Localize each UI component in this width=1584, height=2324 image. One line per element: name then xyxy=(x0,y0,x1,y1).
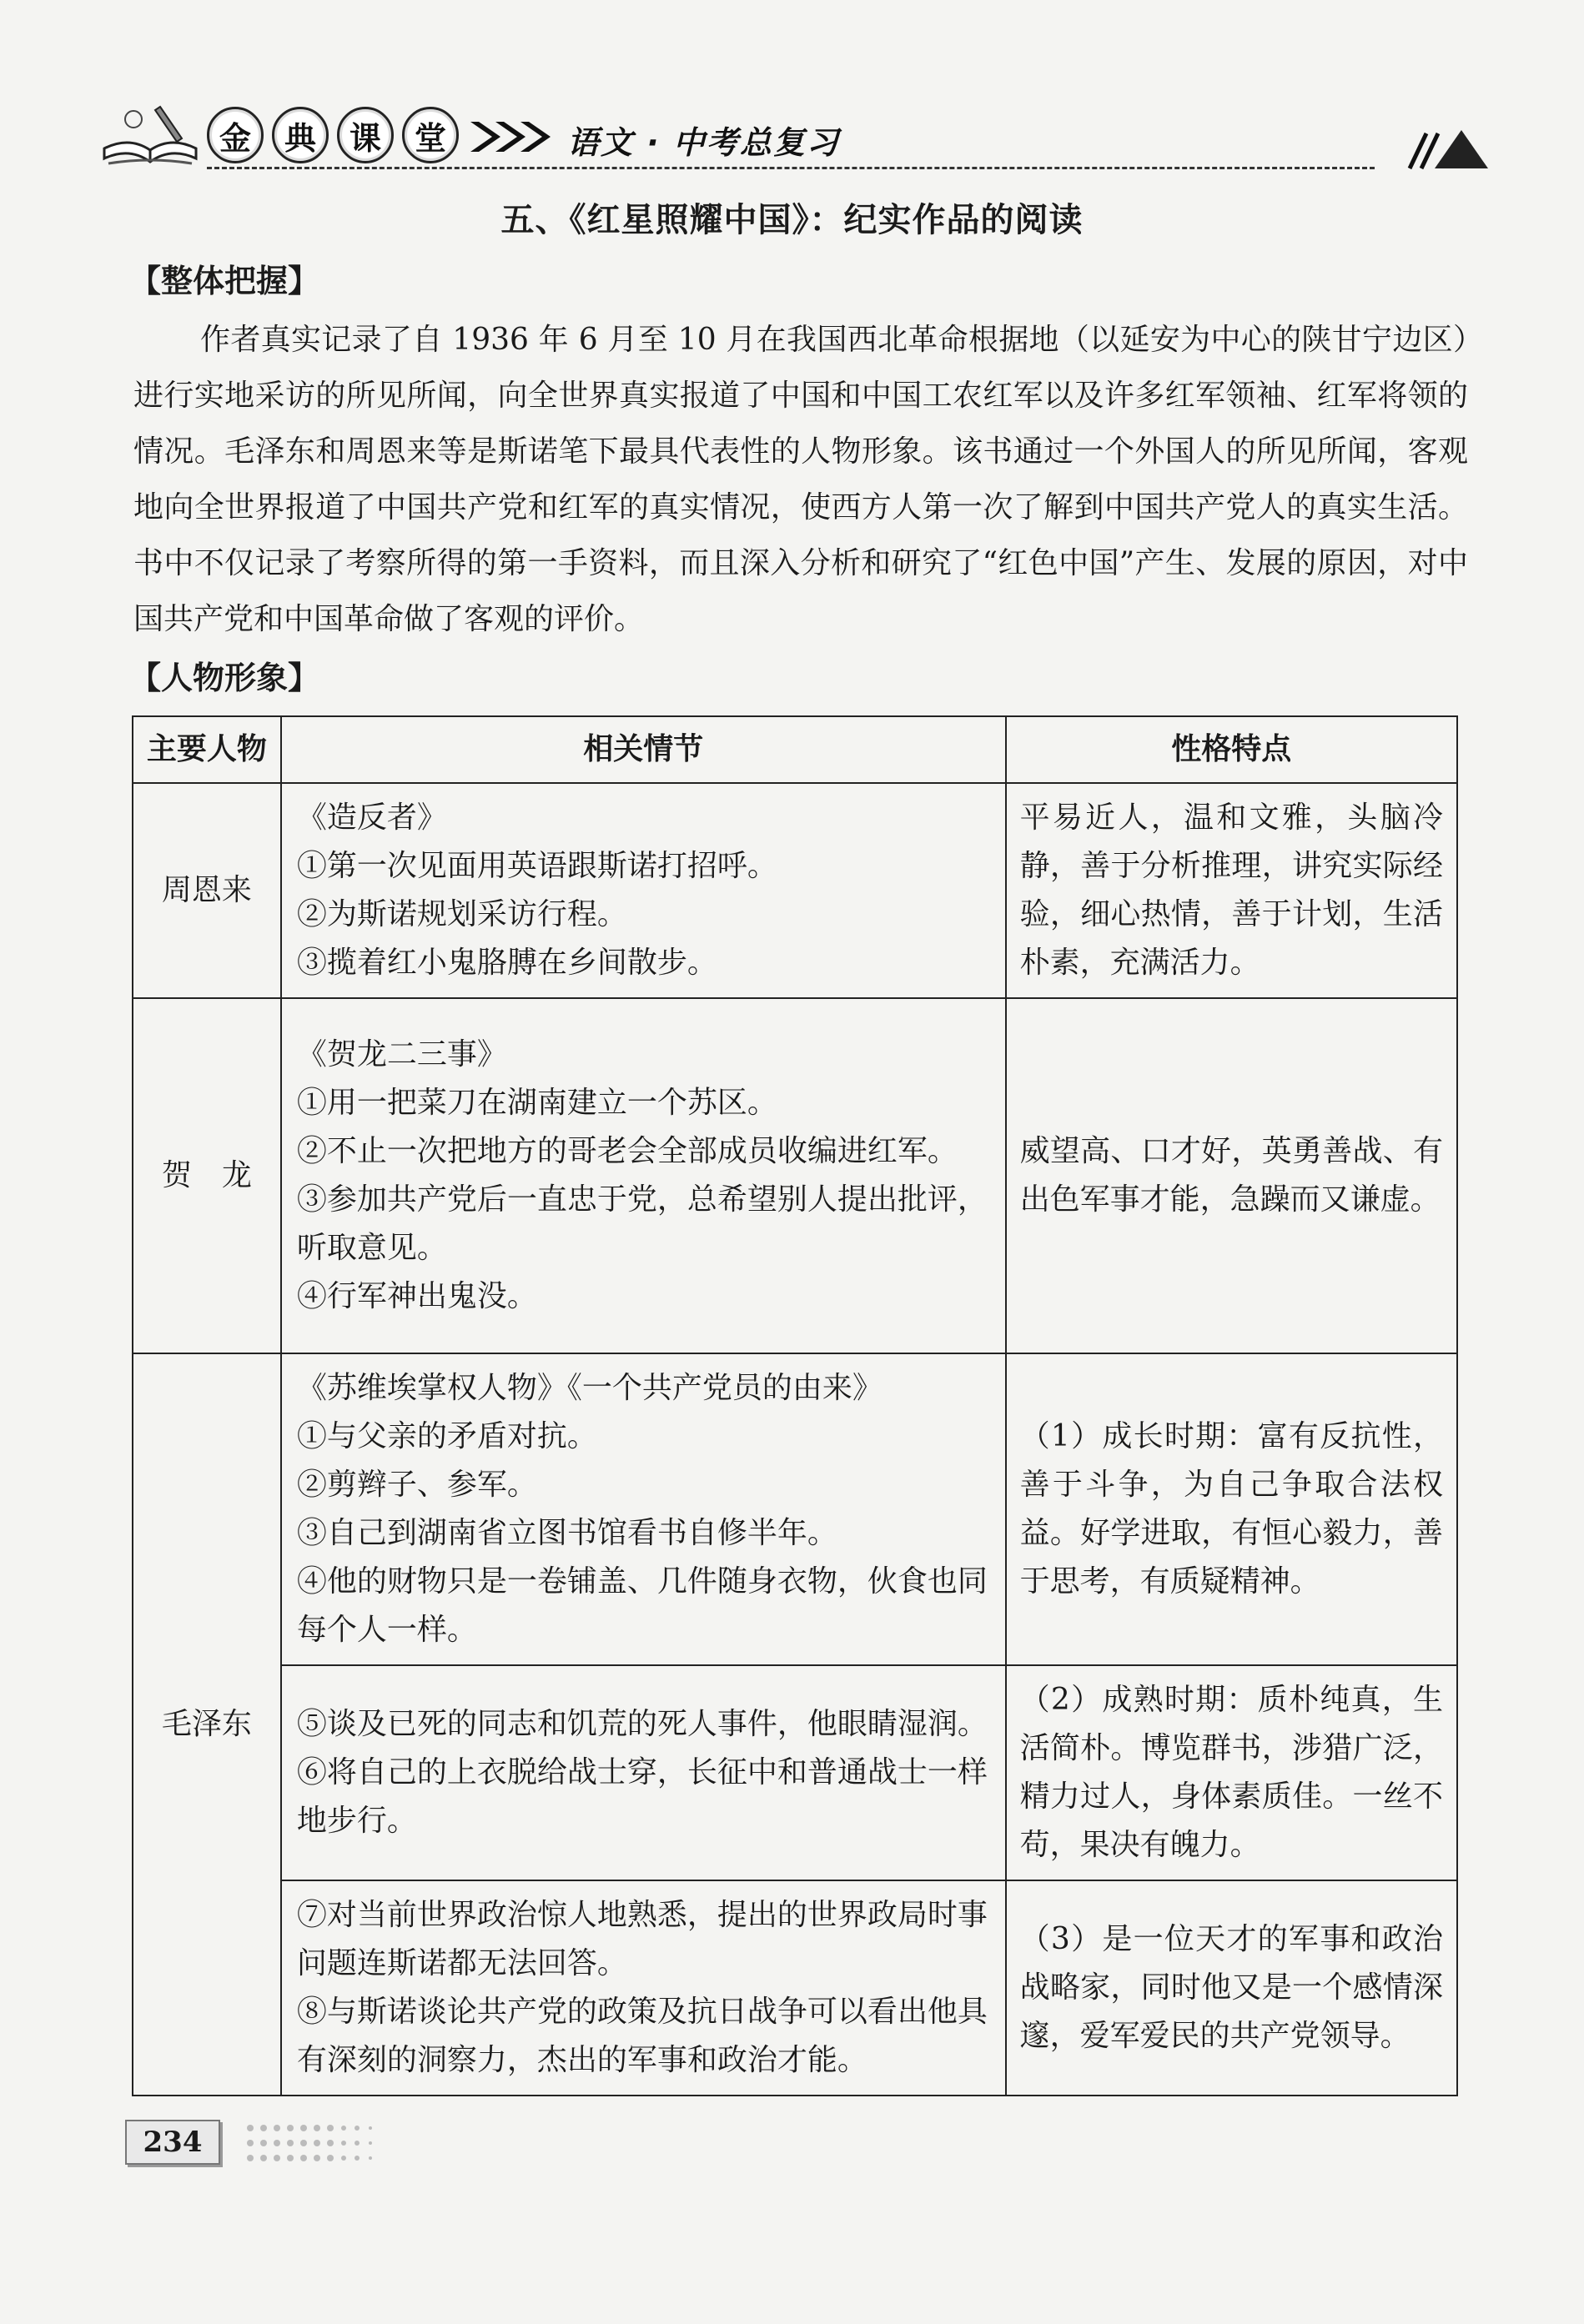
section-title: 五、《红星照耀中国》：纪实作品的阅读 xyxy=(500,201,1084,239)
brand-char: 堂 xyxy=(402,107,459,163)
page-number: 234 xyxy=(125,2120,220,2165)
plot-line: 《苏维埃掌权人物》《一个共产党员的由来》 xyxy=(296,1371,883,1405)
plot-cell xyxy=(281,1353,1006,1665)
plot-line: ①与父亲的矛盾对抗。 xyxy=(296,1419,597,1453)
plot-line: ④行军神出鬼没。 xyxy=(296,1279,537,1313)
trait-cell: （3）是一位天才的军事和政治战略家，同时他又是一个感情深邃，爱军爱民的共产党领导。 xyxy=(1006,1880,1457,2096)
trait-cell: 平易近人，温和文雅，头脑冷静，善于分析推理，讲究实际经验，细心热情，善于计划，生活朴素，充满活力。 xyxy=(1006,783,1457,998)
header-traits: 性格特点 xyxy=(1006,716,1457,783)
table-row xyxy=(133,783,1457,998)
plot-line: ⑥将自己的上衣脱给战士穿，长征中和普通战士一样地步行。 xyxy=(296,1755,988,1838)
header-plot: 相关情节 xyxy=(281,716,1006,783)
table-row xyxy=(133,1353,1457,1665)
header-dashed-rule xyxy=(207,167,1375,169)
character-name: 毛泽东 xyxy=(133,1353,281,2096)
trait-cell: （2）成熟时期：质朴纯真，生活简朴。博览群书，涉猎广泛，精力过人，身体素质佳。一丝不苟，果决有魄力。 xyxy=(1006,1665,1457,1880)
characters-label: 【人物形象】 xyxy=(129,660,320,696)
overview-label: 【整体把握】 xyxy=(129,263,320,299)
triangle-stripes-icon xyxy=(1401,125,1501,171)
plot-line: ①用一把菜刀在湖南建立一个苏区。 xyxy=(296,1086,777,1120)
plot-line: ③揽着红小鬼胳膊在乡间散步。 xyxy=(296,946,717,980)
plot-cell xyxy=(281,998,1006,1353)
header-main-character: 主要人物 xyxy=(133,716,281,783)
plot-line: ⑦对当前世界政治惊人地熟悉，提出的世界政局时事问题连斯诺都无法回答。 xyxy=(296,1898,988,1980)
decorative-dots-icon xyxy=(242,2118,459,2168)
trait-cell: 威望高、口才好，英勇善战、有出色军事才能，急躁而又谦虚。 xyxy=(1006,998,1457,1353)
brand-char: 课 xyxy=(337,107,394,163)
character-name: 贺 龙 xyxy=(133,998,281,1353)
table-header-row xyxy=(133,716,1457,783)
brand-char: 金 xyxy=(207,107,264,163)
overview-text: 作者真实记录了自 1936 年 6 月至 10 月在我国西北革命根据地（以延安为中心的陕甘宁边区）进行实地采访的所见所闻，向全世界真实报道了中国和中国工农红军以及许多红军领袖、红军将领的情况。毛泽东和周恩来等是斯诺笔下最具代表性的人物形象。该书通过一个外国人的所见所闻，客观地向全世界报道了中国共产党和红军的真实情况，使西方人第一次了解到中国共产党人的真实生活。书中不仅记录了考察所得的第一手资料，而且深入分析和研究了“红色中国”产生、发展的原因，对中国共产党和中国革命做了客观的评价。 xyxy=(133,323,1468,636)
character-name: 周恩来 xyxy=(133,783,281,998)
plot-line: 《造反者》 xyxy=(296,801,447,835)
open-book-icon xyxy=(100,98,200,172)
plot-line: ③参加共产党后一直忠于党，总希望别人提出批评，听取意见。 xyxy=(296,1182,988,1265)
table-row xyxy=(133,1880,1457,2096)
plot-line: ⑤谈及已死的同志和饥荒的死人事件，他眼睛湿润。 xyxy=(296,1707,988,1741)
characters-table xyxy=(132,715,1458,2096)
brand-char: 典 xyxy=(272,107,329,163)
plot-line: ⑧与斯诺谈论共产党的政策及抗日战争可以看出他具有深刻的洞察力，杰出的军事和政治才能。 xyxy=(296,1995,988,2077)
header-banner xyxy=(100,92,1476,183)
plot-line: ②不止一次把地方的哥老会全部成员收编进红军。 xyxy=(296,1134,958,1168)
table-row xyxy=(133,998,1457,1353)
plot-line: ①第一次见面用英语跟斯诺打招呼。 xyxy=(296,849,777,883)
table-row xyxy=(133,1665,1457,1880)
plot-cell xyxy=(281,1665,1006,1880)
brand-title xyxy=(207,107,459,163)
overview-paragraph xyxy=(133,312,1468,647)
plot-cell xyxy=(281,783,1006,998)
plot-line: ③自己到湖南省立图书馆看书自修半年。 xyxy=(296,1516,837,1550)
plot-line: ②剪辫子、参军。 xyxy=(296,1468,537,1502)
subject-title: 语文 · 中考总复习 xyxy=(567,124,840,161)
plot-line: ④他的财物只是一卷铺盖、几件随身衣物，伙食也同每个人一样。 xyxy=(296,1564,988,1647)
trait-cell: （1）成长时期：富有反抗性，善于斗争，为自己争取合法权益。好学进取，有恒心毅力，善于思考，有质疑精神。 xyxy=(1006,1353,1457,1665)
plot-line: ②为斯诺规划采访行程。 xyxy=(296,897,627,931)
double-chevron-icon xyxy=(467,118,551,155)
plot-cell xyxy=(281,1880,1006,2096)
plot-line: 《贺龙二三事》 xyxy=(296,1037,507,1072)
